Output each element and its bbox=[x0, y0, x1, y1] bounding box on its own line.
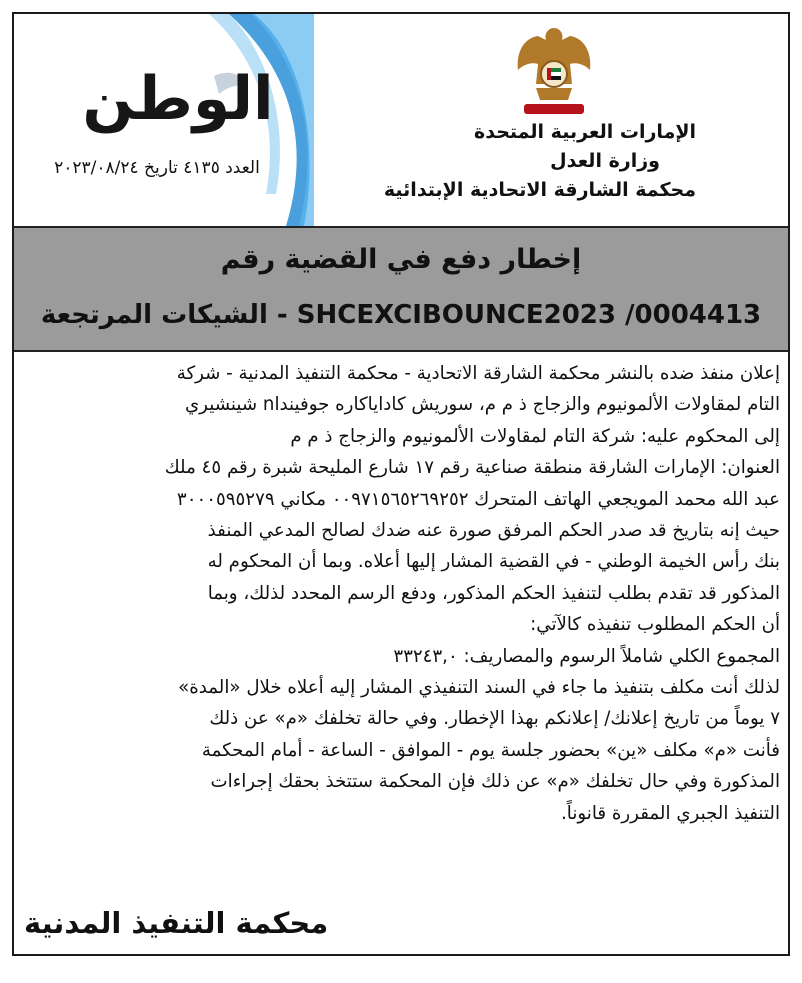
header bbox=[14, 14, 788, 226]
case-number: SHCEXCIBOUNCE2023 /0004413 - الشيكات المرتجعة bbox=[40, 300, 762, 330]
body-line: إلى المحكوم عليه: شركة التام لمقاولات الألمونيوم والزجاج ذ م م bbox=[290, 425, 780, 447]
country-name: الإمارات العربية المتحدة bbox=[474, 121, 696, 143]
body-line: التنفيذ الجبري المقررة قانوناً. bbox=[561, 802, 780, 824]
body-line: أن الحكم المطلوب تنفيذه كالآتي: bbox=[530, 614, 780, 636]
body-line: ٧ يوماً من تاريخ إعلانك/ إعلانكم بهذا الإخطار. وفي حالة تخلفك «م» عن ذلك bbox=[209, 708, 780, 730]
body-line: التام لمقاولات الألمونيوم والزجاج ذ م م، سوريش كاداياكاره جوفينداn شينشيري bbox=[184, 394, 780, 416]
notice-frame bbox=[12, 12, 790, 956]
body-line: العنوان: الإمارات الشارقة منطقة صناعية رقم ١٧ شارع المليحة شبرة رقم ٤٥ ملك bbox=[164, 457, 780, 479]
body-line: حيث إنه بتاريخ قد صدر الحكم المرفق صورة عنه ضدك لصالح المدعي المنفذ bbox=[207, 520, 780, 542]
body-line: المجموع الكلي شاملاً الرسوم والمصاريف: ٣٣٢٤٣,٠ bbox=[393, 645, 780, 667]
uae-emblem-icon bbox=[514, 24, 594, 120]
body-line: المذكورة وفي حال تخلفك «م» عن ذلك فإن المحكمة ستتخذ بحقك إجراءات bbox=[210, 771, 780, 793]
body-line: إعلان منفذ ضده بالنشر محكمة الشارقة الاتحادية - محكمة التنفيذ المدنية - شركة bbox=[176, 363, 780, 384]
title-band bbox=[14, 226, 788, 352]
court-name: محكمة الشارقة الاتحادية الإبتدائية bbox=[383, 179, 696, 201]
body-line: لذلك أنت مكلف بتنفيذ ما جاء في السند التنفيذي المشار إليه أعلاه خلال «المدة» bbox=[178, 677, 780, 699]
body-line: عبد الله محمد المويجعي الهاتف المتحرك ٠٠٩٧١٥٦٥٢٦٩٢٥٢ مكاني ٣٠٠٠٥٩٥٢٧٩ bbox=[176, 488, 780, 510]
issue-line: العدد ٤١٣٥ تاريخ ٢٠٢٣/٠٨/٢٤ bbox=[54, 158, 260, 178]
ministry-name: وزارة العدل bbox=[550, 150, 660, 172]
newspaper-name: الوطن bbox=[82, 64, 274, 134]
body-line: بنك رأس الخيمة الوطني - في القضية المشار إليها أعلاه. وبما أن المحكوم له bbox=[207, 551, 780, 573]
body-line: فأنت «م» مكلف «ين» بحضور جلسة يوم - الموافق - الساعة - أمام المحكمة bbox=[201, 739, 780, 761]
authority-block bbox=[376, 118, 696, 205]
notice-body bbox=[22, 358, 780, 829]
body-line: المذكور قد تقدم بطلب لتنفيذ الحكم المذكور، ودفع الرسم المحدد لذلك، وبما bbox=[207, 582, 780, 604]
newspaper-logo bbox=[14, 14, 314, 226]
signature: محكمة التنفيذ المدنية bbox=[24, 906, 329, 940]
notice-title: إخطار دفع في القضية رقم bbox=[220, 244, 582, 275]
